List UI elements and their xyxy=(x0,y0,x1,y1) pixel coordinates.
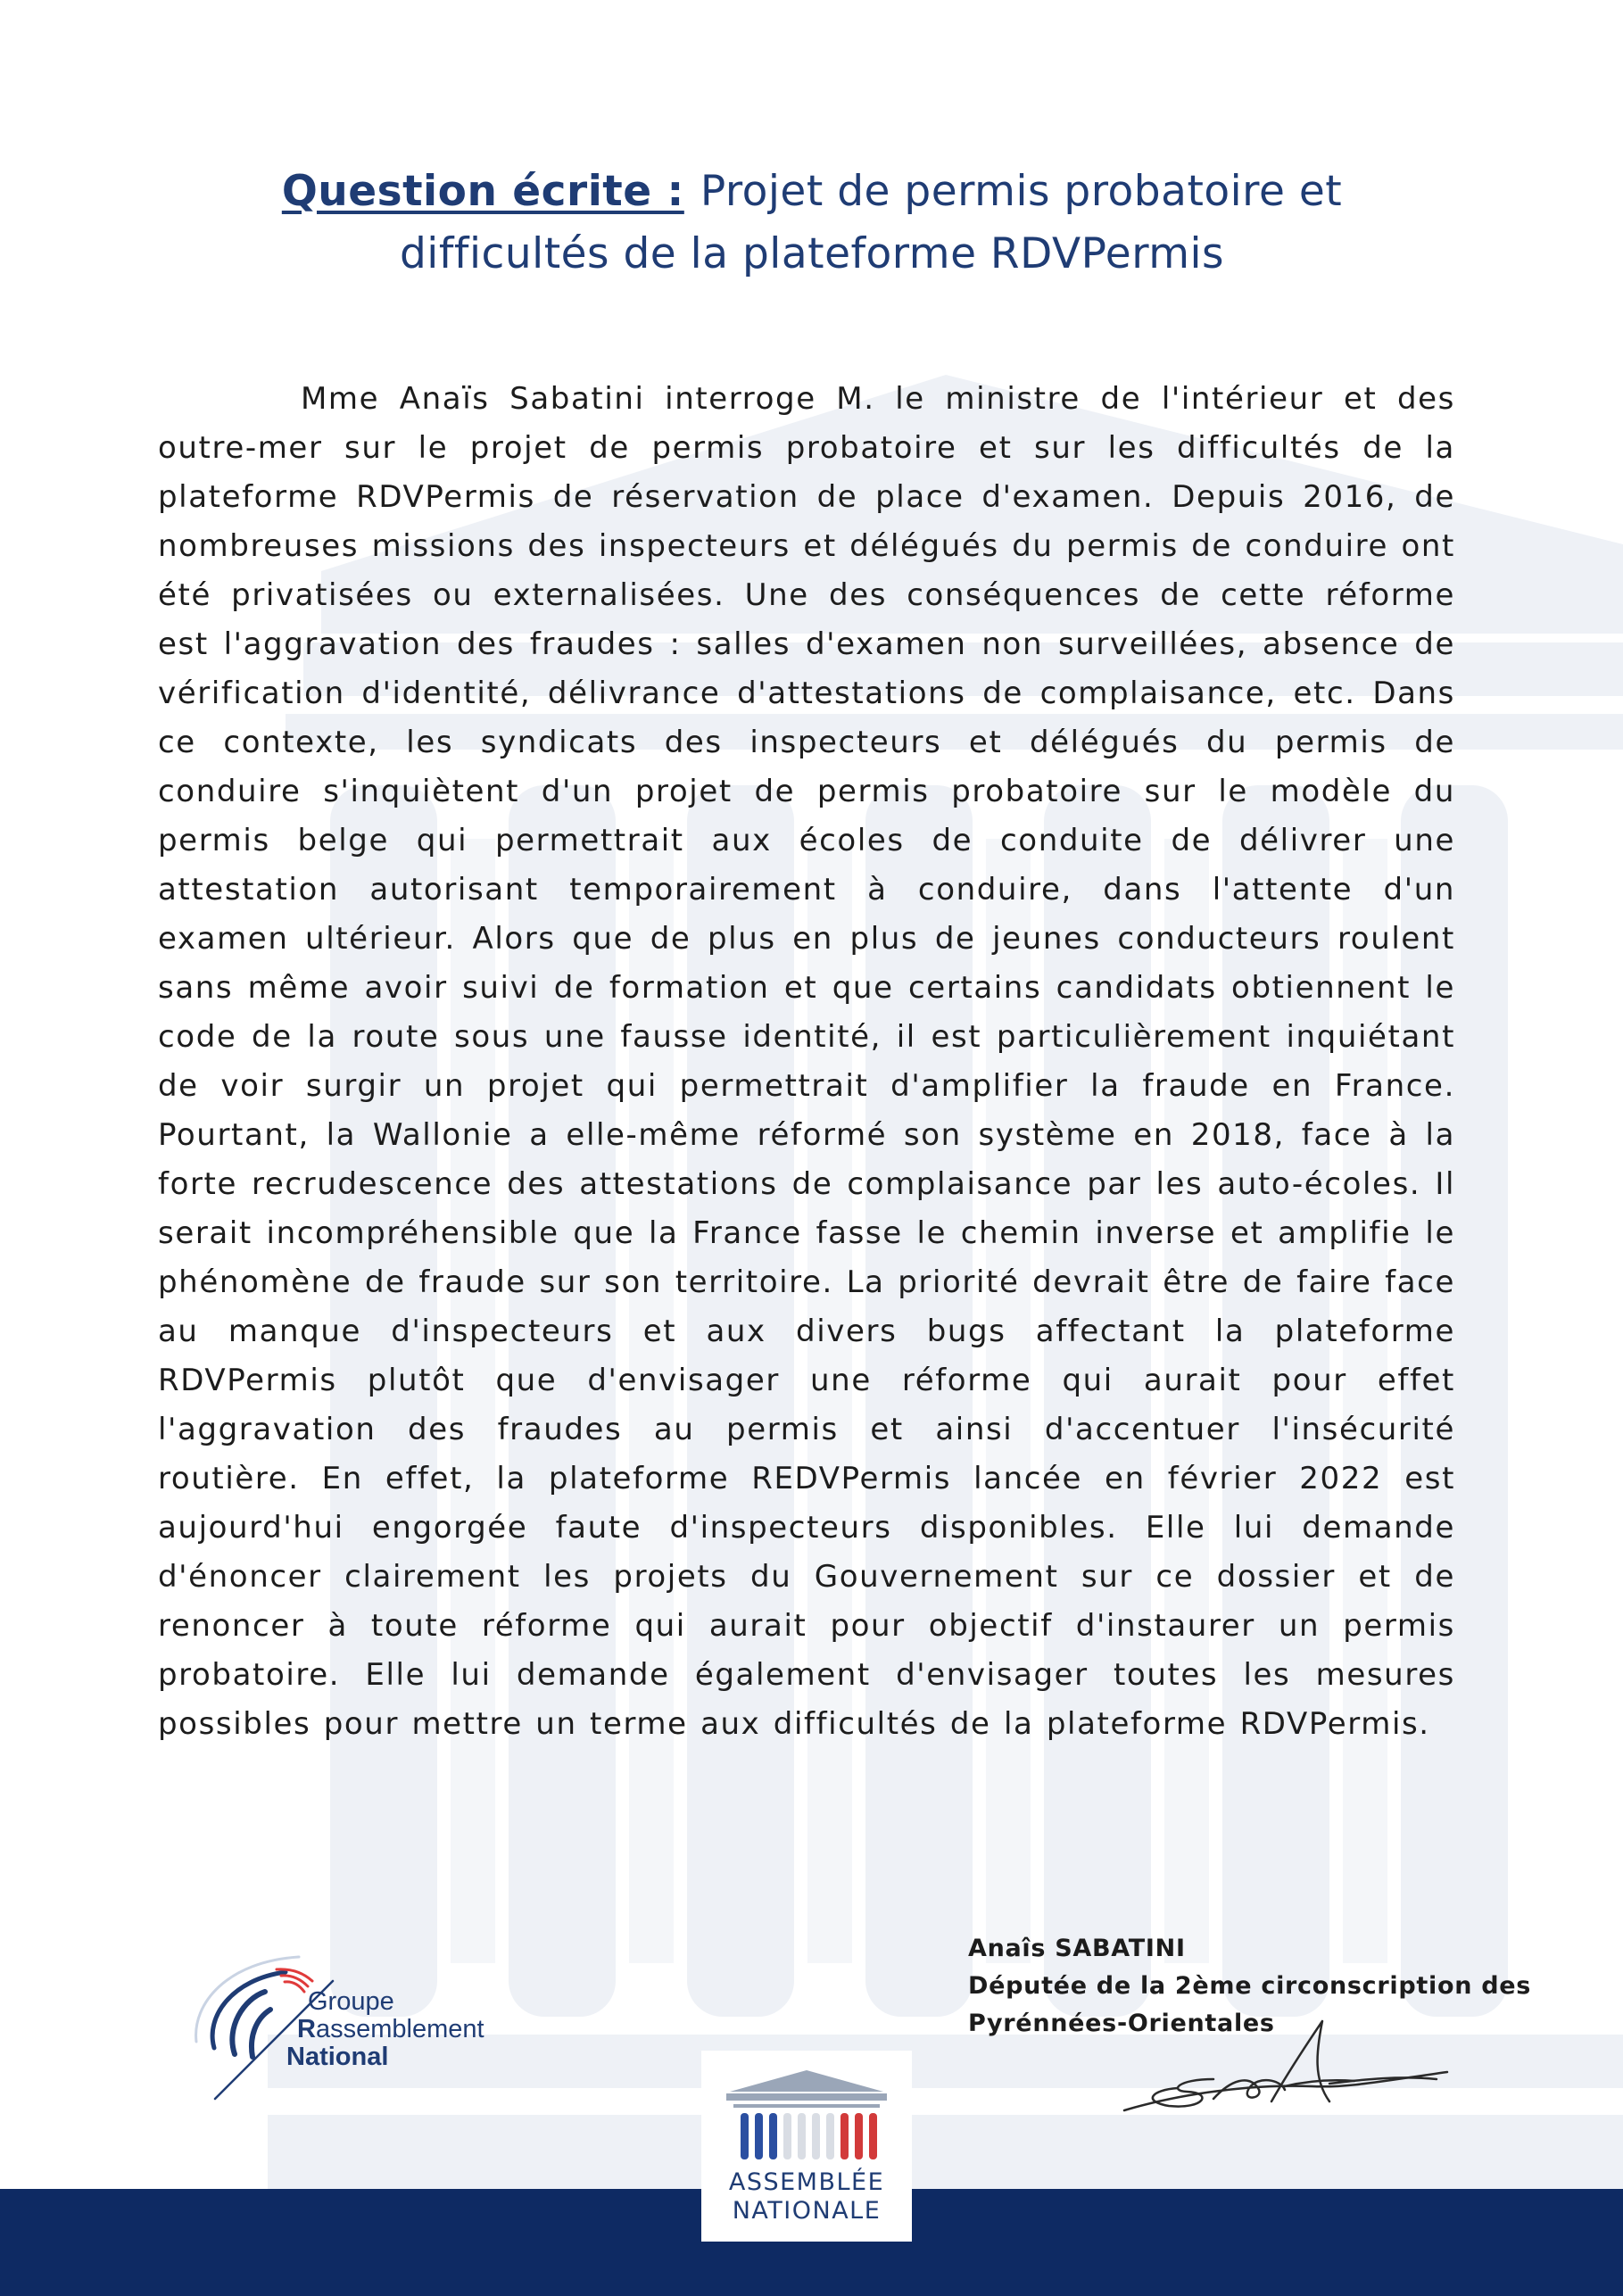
question-body: Mme Anaïs Sabatini interroge M. le ministre de l'intérieur et des outre-mer sur le projet de permis probatoire et sur les difficultés de la plateforme RDVPermis de réservation de place d'examen. Depuis 2016, de nombreuses missions des inspecteurs et délégués du permis de conduire ont été privatisées ou externalisées. Une des conséquences de cette réforme est l'aggravation des fraudes : salles d'examen non surveillées, absence de vérification d'identité, délivrance d'attestations de complaisance, etc. Dans ce contexte, les syndicats des inspecteurs et délégués du permis de conduire s'inquiètent d'un projet de permis probatoire sur le modèle du permis belge qui permettrait aux écoles de conduite de délivrer une attestation autorisant temporairement à conduire, dans l'attente d'un examen ultérieur. Alors que de plus en plus de jeunes conducteurs roulent sans même avoir suivi de formation et que certains candidats obtiennent le code de la route sous une fausse identité, il est particulièrement inquiétant de voir surgir un projet qui permettrait d'amplifier la fraude en France. Pourtant, la Wallonie a elle-même réformé son système en 2018, face à la forte recrudescence des attestations de complaisance par les auto-écoles. Il serait incompréhensible que la France fasse le chemin inverse et amplifie le phénomène de fraude sur son territoire. La priorité devrait être de faire face au manque d'inspecteurs et aux divers bugs affectant la plateforme RDVPermis plutôt que d'envisager une réforme qui aurait pour effet l'aggravation des fraudes au permis et ainsi d'accentuer l'insécurité routière. En effet, la plateforme REDVPermis lancée en février 2022 est aujourd'hui engorgée faute d'inspecteurs disponibles. Elle lui demande d'énoncer clairement les projets du Gouvernement sur ce dossier et de renoncer à toute réforme qui aurait pour objectif d'instaurer un permis probatoire. Elle lui demande également d'envisager toutes les mesures possibles pour mettre un terme aux difficultés de la plateforme RDVPermis. xyxy=(158,381,1455,1742)
assemblee-building-icon xyxy=(723,2067,890,2165)
handwritten-signature xyxy=(1115,2017,1454,2124)
logo-line-rassemblement xyxy=(272,2016,484,2043)
title-text-line-2: difficultés de la plateforme RDVPermis xyxy=(399,229,1225,278)
logo-line-groupe: Groupe xyxy=(308,1987,394,2016)
logo-initial-r: R xyxy=(297,2015,316,2043)
an-line-2: NATIONALE xyxy=(732,2197,882,2225)
document-title xyxy=(143,161,1481,286)
assemblee-nationale-logo xyxy=(701,2051,912,2242)
an-line-1: ASSEMBLÉE xyxy=(728,2168,885,2196)
logo-rest-rassemblement: assemblement xyxy=(315,2015,484,2043)
assemblee-nationale-wordmark xyxy=(701,2168,912,2226)
title-label: Question écrite : xyxy=(281,167,684,216)
groupe-rn-wordmark xyxy=(272,1988,484,2071)
deputy-role-line-1: Députée de la 2ème circonscription des xyxy=(968,1972,1532,2000)
deputy-role-line-2: Pyrénnées-Orientales xyxy=(968,2010,1275,2037)
title-line-1 xyxy=(143,161,1481,223)
deputy-name: Anaîs SABATINI xyxy=(968,1935,1186,1962)
title-text-line-1: Projet de permis probatoire et xyxy=(700,167,1343,216)
logo-line-national: National xyxy=(286,2043,389,2071)
groupe-rn-logo xyxy=(192,1954,531,2115)
